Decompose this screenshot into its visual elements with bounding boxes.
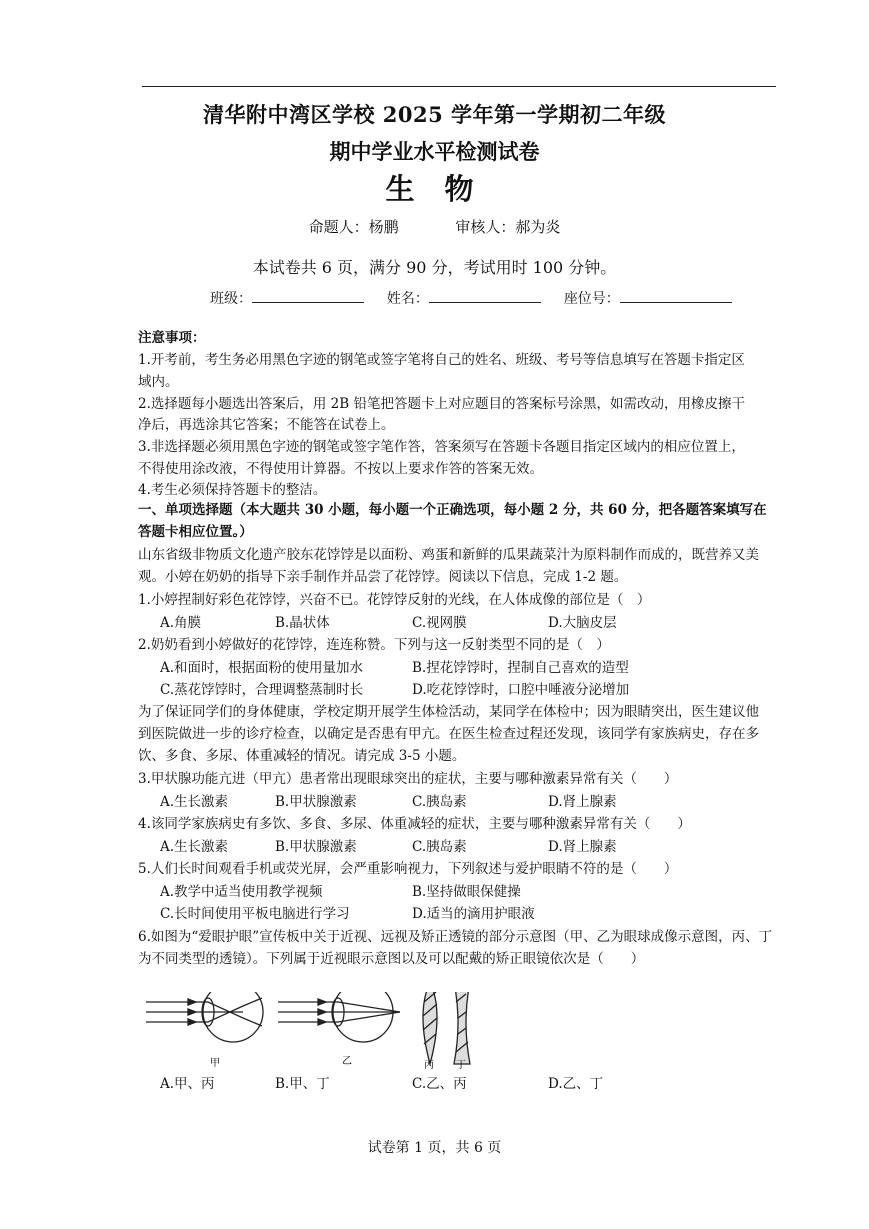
convex-lens-bing — [423, 992, 437, 1064]
q5-option-a: A.教学中适当使用教学视频 — [160, 884, 323, 900]
q4-option-d: D.肾上腺素 — [548, 839, 617, 855]
class-label: 班级： — [210, 291, 252, 307]
q1-option-d: D.大脑皮层 — [548, 615, 617, 631]
eye-diagram-jia — [146, 992, 263, 1042]
passage-line: 观。小婷在奶奶的指导下亲手制作并品尝了花饽饽。阅读以下信息，完成 1-2 题。 — [138, 569, 628, 585]
q4-option-c: C.胰岛素 — [412, 839, 467, 855]
subject-title: 生 物 — [385, 172, 484, 206]
eyeball — [203, 992, 263, 1042]
passage-line: 饮、多食、多尿、体重减轻的情况。请完成 3-5 小题。 — [138, 748, 466, 764]
question-3: 3.甲状腺功能亢进（甲亢）患者常出现眼球突出的症状，主要与哪种激素异常有关（ ） — [138, 771, 678, 787]
q6-option-c: C.乙、丙 — [412, 1076, 467, 1092]
reviewer-name: 审核人：郝为炎 — [455, 218, 561, 236]
q2-option-d: D.吃花饽饽时，口腔中唾液分泌增加 — [412, 682, 630, 698]
concave-lens-ding — [454, 992, 470, 1064]
exam-title: 清华附中湾区学校 2025 学年第一学期初二年级 — [202, 102, 667, 127]
passage-line: 为了保证同学们的身体健康，学校定期开展学生体检活动，某同学在体检中；因为眼睛突出，医生建议他 — [138, 704, 759, 720]
page-footer: 试卷第 1 页，共 6 页 — [367, 1140, 502, 1156]
q3-option-a: A.生长激素 — [160, 794, 229, 810]
q3-option-d: D.肾上腺素 — [548, 794, 617, 810]
notes-heading: 注意事项： — [138, 330, 206, 346]
eye-diagram-yi — [278, 992, 400, 1042]
student-info-fields — [210, 288, 732, 308]
q6-option-b: B.甲、丁 — [275, 1076, 330, 1092]
seat-label: 座位号： — [563, 291, 620, 307]
question-1: 1.小婷捏制好彩色花饽饽，兴奋不已。花饽饽反射的光线，在人体成像的部位是（ ） — [138, 592, 651, 608]
q1-option-c: C.视网膜 — [412, 615, 467, 631]
note-line: 3.非选择题必须用黑色字迹的钢笔或签字笔作答，答案须写在答题卡各题目指定区域内的相应位置上， — [138, 439, 745, 455]
question-5: 5.人们长时间观看手机或荧光屏，会严重影响视力，下列叙述与爱护眼睛不符的是（ ） — [138, 861, 678, 877]
note-line: 2.选择题每小题选出答案后，用 2B 铅笔把答题卡上对应题目的答案标号涂黑，如需改动，用橡皮擦干 — [138, 396, 745, 412]
author-name: 命题人：杨鹏 — [308, 218, 399, 236]
header-rule — [142, 86, 776, 87]
figure-label-ding: 丁 — [456, 1060, 466, 1071]
eyeball — [333, 992, 393, 1042]
seat-field[interactable] — [620, 288, 732, 303]
q2-option-b: B.捏花饽饽时，捏制自己喜欢的造型 — [412, 660, 629, 676]
question-2: 2.奶奶看到小婷做好的花饽饽，连连称赞。下列与这一反射类型不同的是（ ） — [138, 637, 610, 653]
passage-line: 山东省级非物质文化遗产胶东花饽饽是以面粉、鸡蛋和新鲜的瓜果蔬菜汁为原料制作而成的，既营养又美 — [138, 547, 759, 563]
note-line: 域内。 — [138, 374, 179, 390]
question-4: 4.该同学家族病史有多饮、多食、多尿、体重减轻的症状，主要与哪种激素异常有关（ ） — [138, 816, 691, 832]
note-line: 4.考生必须保持答题卡的整洁。 — [138, 482, 327, 498]
note-line: 1.开考前，考生务必用黑色字迹的钢笔或签字笔将自己的姓名、班级、考号等信息填写在答题卡指定区 — [138, 352, 745, 368]
q6-option-d: D.乙、丁 — [548, 1076, 604, 1092]
section-heading-cont: 答题卡相应位置。） — [138, 524, 253, 540]
question-6: 6.如图为“爱眼护眼”宣传板中关于近视、远视及矫正透镜的部分示意图（甲、乙为眼球成像示意图，丙、丁 — [138, 929, 773, 945]
q2-option-c: C.蒸花饽饽时，合理调整蒸制时长 — [160, 682, 364, 698]
note-line: 净后，再选涂其它答案；不能答在试卷上。 — [138, 417, 395, 433]
q3-option-c: C.胰岛素 — [412, 794, 467, 810]
authors-line — [0, 216, 869, 237]
section-heading: 一、单项选择题（本大题共 30 小题，每小题一个正确选项，每小题 2 分，共 60 分，把各题答案填写在 — [138, 502, 767, 518]
eye-lens-figure — [138, 992, 498, 1076]
figure-label-yi: 乙 — [342, 1056, 352, 1067]
exam-subtitle: 期中学业水平检测试卷 — [329, 139, 540, 164]
q6-option-a: A.甲、丙 — [160, 1076, 215, 1092]
q1-option-a: A.角膜 — [160, 615, 202, 631]
figure-svg — [138, 992, 498, 1072]
name-field[interactable] — [429, 288, 541, 303]
q4-option-b: B.甲状腺激素 — [275, 839, 357, 855]
q1-option-b: B.晶状体 — [275, 615, 330, 631]
class-field[interactable] — [252, 288, 364, 303]
q5-option-c: C.长时间使用平板电脑进行学习 — [160, 906, 350, 922]
figure-label-bing: 丙 — [424, 1060, 434, 1071]
passage-line: 到医院做进一步的诊疗检查，以确定是否患有甲亢。在医生检查过程还发现，该同学有家族病史，存在多 — [138, 726, 759, 742]
q3-option-b: B.甲状腺激素 — [275, 794, 357, 810]
q5-option-b: B.坚持做眼保健操 — [412, 884, 521, 900]
name-label: 姓名： — [386, 291, 429, 307]
figure-label-jia: 甲 — [210, 1058, 220, 1069]
question-6-cont: 为不同类型的透镜）。下列属于近视眼示意图以及可以配戴的矫正眼镜依次是（ ） — [138, 951, 645, 967]
note-line: 不得使用涂改液，不得使用计算器。不按以上要求作答的答案无效。 — [138, 461, 543, 477]
q4-option-a: A.生长激素 — [160, 839, 229, 855]
q2-option-a: A.和面时，根据面粉的使用量加水 — [160, 660, 364, 676]
exam-info: 本试卷共 6 页，满分 90 分，考试用时 100 分钟。 — [252, 258, 617, 277]
q5-option-d: D.适当的滴用护眼液 — [412, 906, 535, 922]
